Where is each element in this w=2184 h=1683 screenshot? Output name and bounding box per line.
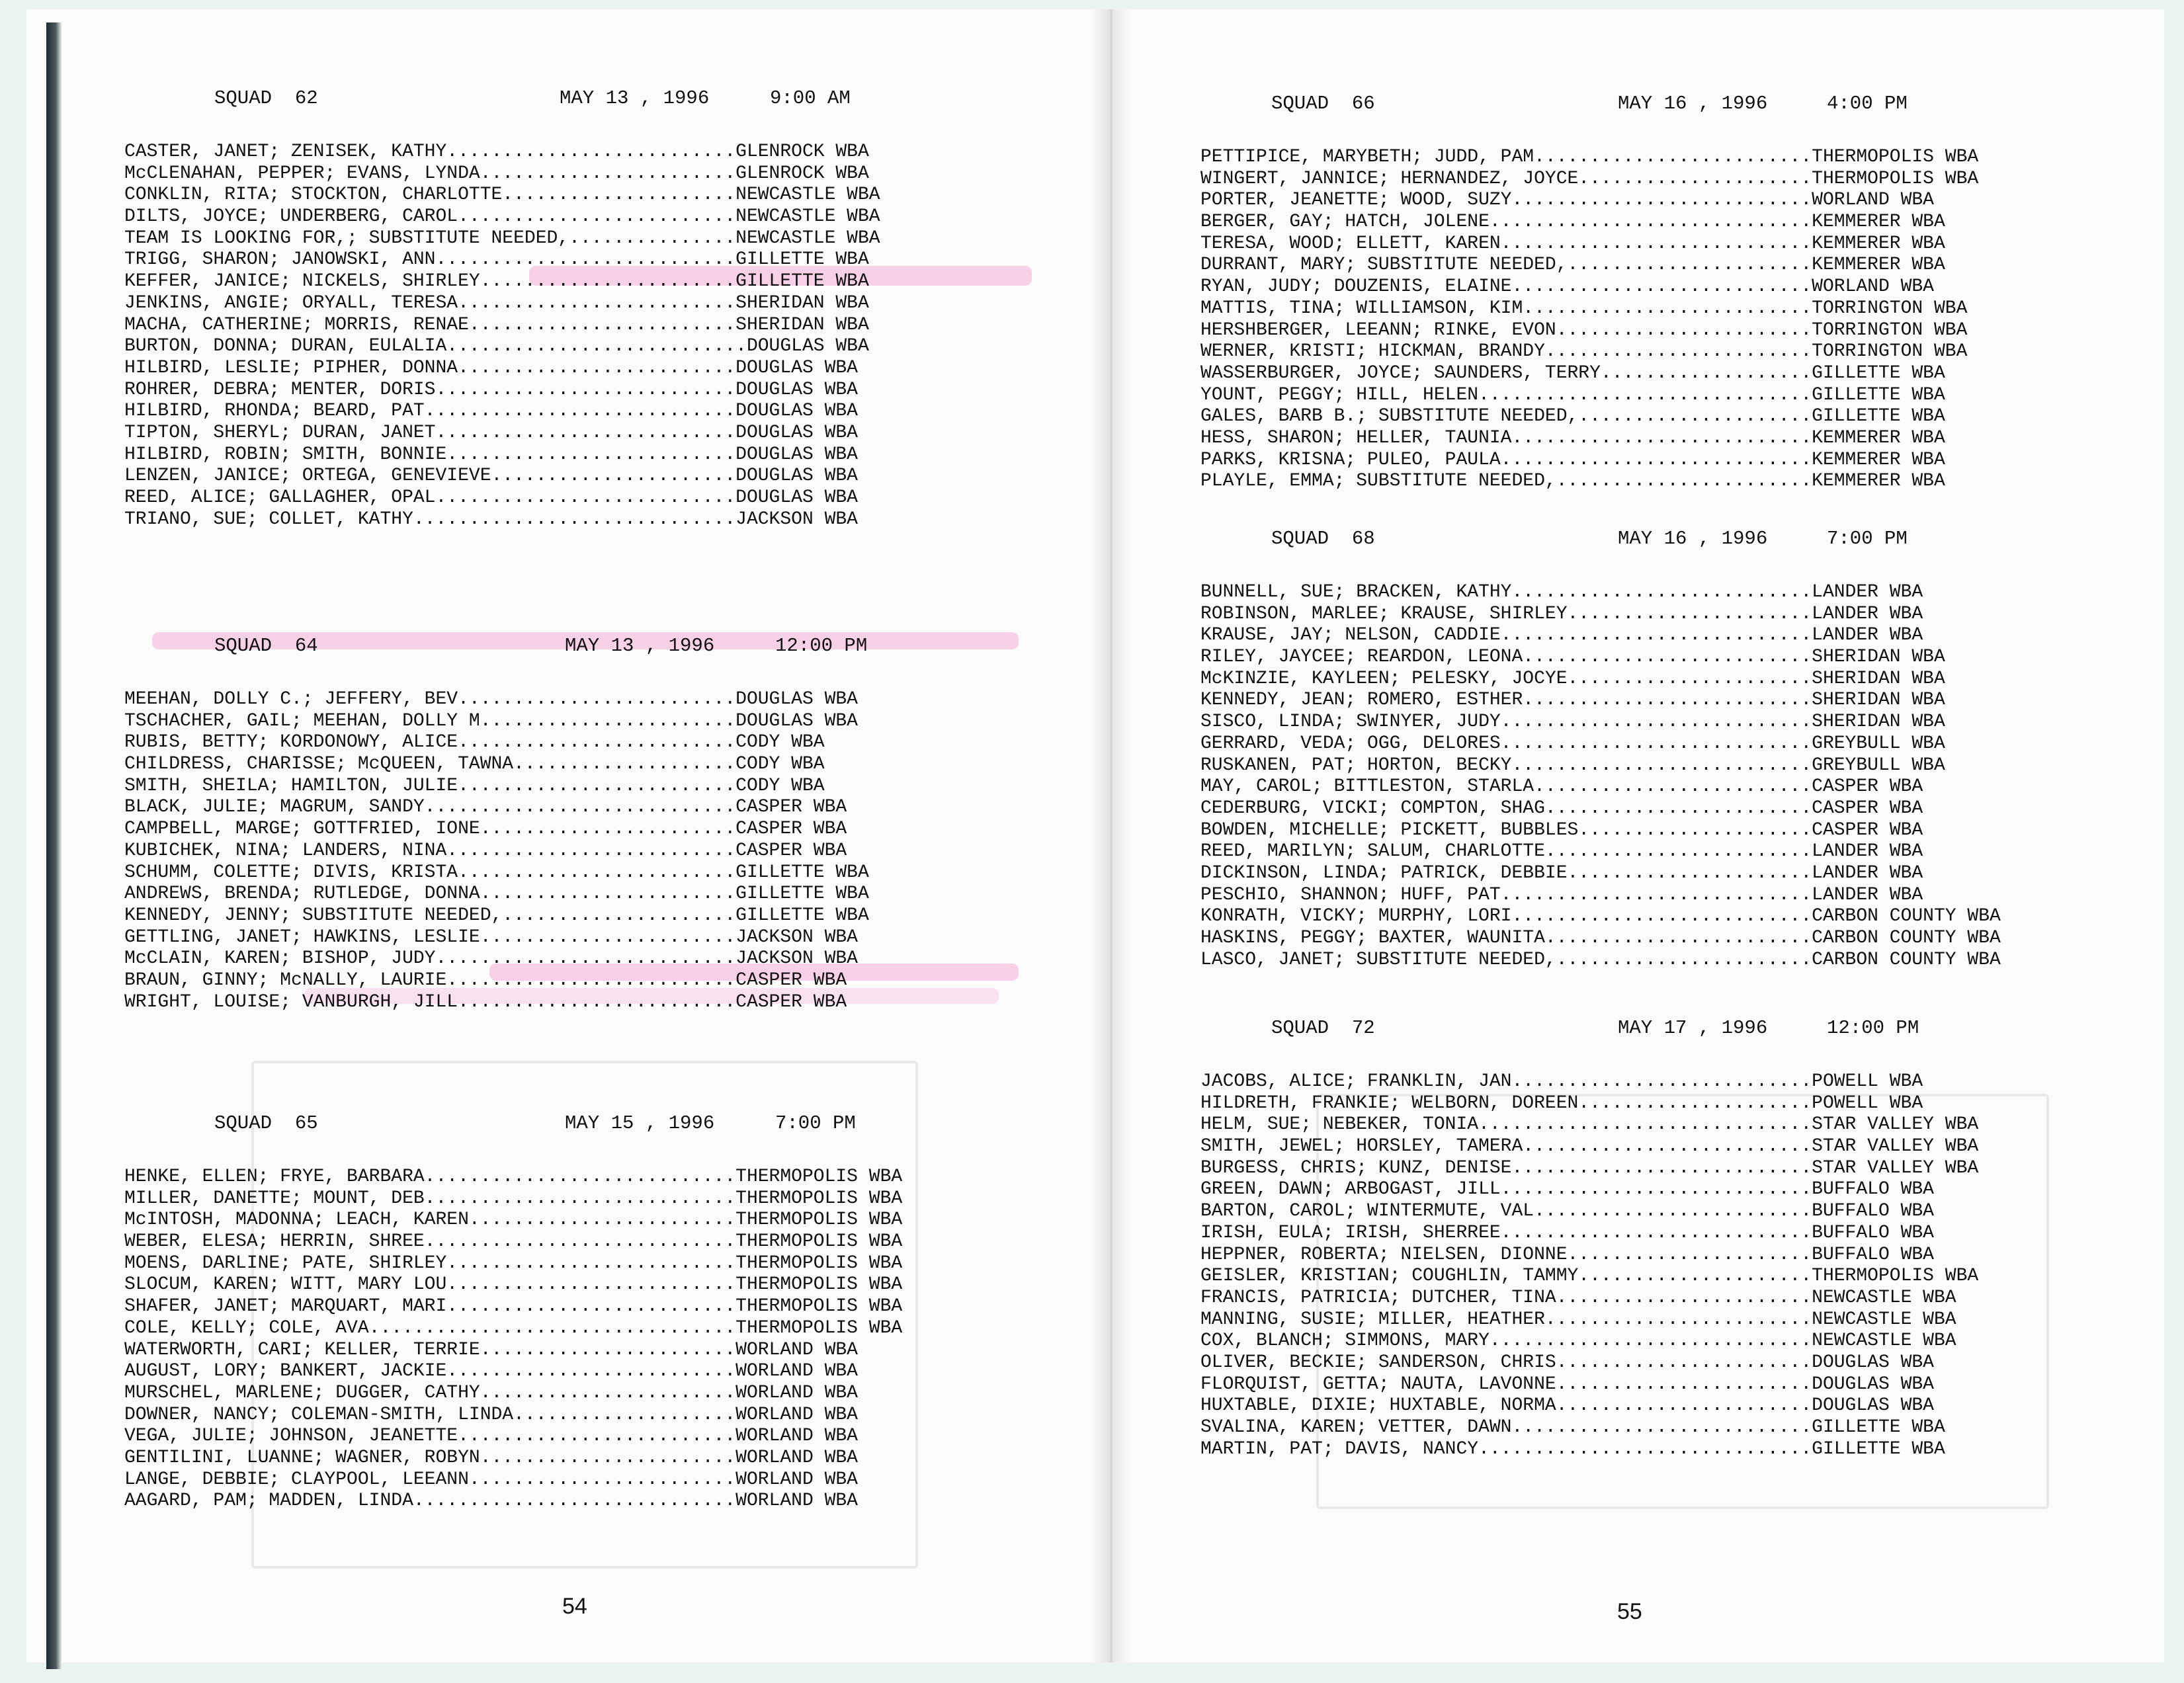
list-item: DOWNER, NANCY; COLEMAN-SMITH, LINDA....................WORLAND WBA [124,1404,858,1425]
squad-date: MAY 16 , 1996 [1618,528,1768,550]
list-item: OLIVER, BECKIE; SANDERSON, CHRIS.......................DOUGLAS WBA [1200,1352,1934,1373]
squad-header [1131,1017,2163,1044]
list-item: GALES, BARB B.; SUBSTITUTE NEEDED,.....................GILLETTE WBA [1200,406,1945,427]
squad-block [46,87,1091,530]
list-item: ROBINSON, MARLEE; KRAUSE, SHIRLEY......................LANDER WBA [1200,603,1923,624]
list-item: RUSKANEN, PAT; HORTON, BECKY...........................GREYBULL WBA [1200,755,1945,776]
squad-number: SQUAD 68 [1271,528,1375,550]
list-item: SCHUMM, COLETTE; DIVIS, KRISTA.........................GILLETTE WBA [124,862,869,883]
list-item: HELM, SUE; NEBEKER, TONIA..............................STAR VALLEY WBA [1200,1114,1979,1135]
list-item: WRIGHT, LOUISE; VANBURGH, JILL.........................CASPER WBA [124,991,847,1012]
list-item: HILBIRD, ROBIN; SMITH, BONNIE..........................DOUGLAS WBA [124,444,858,465]
list-item: WINGERT, JANNICE; HERNANDEZ, JOYCE.....................THERMOPOLIS WBA [1200,168,1979,189]
list-item: FRANCIS, PATRICIA; DUTCHER, TINA.......................NEWCASTLE WBA [1200,1287,1956,1308]
list-item: BOWDEN, MICHELLE; PICKETT, BUBBLES.....................CASPER WBA [1200,819,1923,841]
list-item: CHILDRESS, CHARISSE; McQUEEN, TAWNA....................CODY WBA [124,754,825,775]
squad-header [46,87,1091,114]
list-item: KENNEDY, JENNY; SUBSTITUTE NEEDED,.....................GILLETTE WBA [124,905,869,926]
list-item: TEAM IS LOOKING FOR,; SUBSTITUTE NEEDED,...............NEWCASTLE WBA [124,227,880,249]
squad-block [1131,93,2163,493]
list-item: COLE, KELLY; COLE, AVA.................................THERMOPOLIS WBA [124,1317,903,1338]
list-item: TRIGG, SHARON; JANOWSKI, ANN...........................GILLETTE WBA [124,249,869,270]
list-item: HUXTABLE, DIXIE; HUXTABLE, NORMA.......................DOUGLAS WBA [1200,1395,1934,1416]
list-item: PARKS, KRISNA; PULEO, PAULA............................KEMMERER WBA [1200,449,1945,470]
list-item: BLACK, JULIE; MAGRUM, SANDY............................CASPER WBA [124,797,847,818]
list-item: BRAUN, GINNY; McNALLY, LAURIE..........................CASPER WBA [124,969,847,991]
list-item: McCLAIN, KAREN; BISHOP, JUDY...........................JACKSON WBA [124,948,858,969]
list-item: MEEHAN, DOLLY C.; JEFFERY, BEV.........................DOUGLAS WBA [124,689,858,710]
page-number: 54 [562,1594,587,1619]
list-item: VEGA, JULIE; JOHNSON, JEANETTE.........................WORLAND WBA [124,1426,858,1447]
list-item: WEBER, ELESA; HERRIN, SHREE............................THERMOPOLIS WBA [124,1231,903,1252]
list-item: SMITH, JEWEL; HORSLEY, TAMERA..........................STAR VALLEY WBA [1200,1136,1979,1157]
list-item: GERRARD, VEDA; OGG, DELORES............................GREYBULL WBA [1200,733,1945,754]
open-booklet [26,9,2164,1662]
list-item: GEISLER, KRISTIAN; COUGHLIN, TAMMY.....................THERMOPOLIS WBA [1200,1266,1979,1287]
list-item: MAY, CAROL; BITTLESTON, STARLA.........................CASPER WBA [1200,776,1923,798]
list-item: LANGE, DEBBIE; CLAYPOOL, LEEANN........................WORLAND WBA [124,1469,858,1490]
squad-number: SQUAD 62 [214,87,318,109]
squad-date: MAY 13 , 1996 [560,87,710,109]
entry-list [1131,147,2163,493]
list-item: WATERWORTH, CARI; KELLER, TERRIE.......................WORLAND WBA [124,1339,858,1360]
squad-date: MAY 13 , 1996 [565,635,715,657]
list-item: FLORQUIST, GETTA; NAUTA, LAVONNE.......................DOUGLAS WBA [1200,1374,1934,1395]
squad-block [1131,528,2163,971]
list-item: HESS, SHARON; HELLER, TAUNIA...........................KEMMERER WBA [1200,427,1945,448]
squad-number: SQUAD 72 [1271,1017,1375,1039]
list-item: DILTS, JOYCE; UNDERBERG, CAROL.........................NEWCASTLE WBA [124,206,880,227]
list-item: RUBIS, BETTY; KORDONOWY, ALICE.........................CODY WBA [124,732,825,753]
list-item: YOUNT, PEGGY; HILL, HELEN..............................GILLETTE WBA [1200,384,1945,405]
list-item: REED, ALICE; GALLAGHER, OPAL...........................DOUGLAS WBA [124,487,858,508]
squad-header [1131,93,2163,119]
list-item: MACHA, CATHERINE; MORRIS, RENAE........................SHERIDAN WBA [124,314,869,335]
list-item: McKINZIE, KAYLEEN; PELESKY, JOCYE......................SHERIDAN WBA [1200,668,1945,689]
list-item: WASSERBURGER, JOYCE; SAUNDERS, TERRY...................GILLETTE WBA [1200,362,1945,384]
list-item: McINTOSH, MADONNA; LEACH, KAREN........................THERMOPOLIS WBA [124,1210,903,1231]
list-item: DURRANT, MARY; SUBSTITUTE NEEDED,......................KEMMERER WBA [1200,255,1945,276]
page-right [1131,9,2163,1662]
list-item: BARTON, CAROL; WINTERMUTE, VAL.........................BUFFALO WBA [1200,1201,1934,1222]
list-item: SMITH, SHEILA; HAMILTON, JULIE.........................CODY WBA [124,775,825,796]
list-item: DICKINSON, LINDA; PATRICK, DEBBIE......................LANDER WBA [1200,862,1923,883]
list-item: HILBIRD, LESLIE; PIPHER, DONNA.........................DOUGLAS WBA [124,357,858,378]
squad-block [46,1112,1091,1512]
list-item: REED, MARILYN; SALUM, CHARLOTTE........................LANDER WBA [1200,841,1923,862]
list-item: HASKINS, PEGGY; BAXTER, WAUNITA........................CARBON COUNTY WBA [1200,928,2001,948]
list-item: TERESA, WOOD; ELLETT, KAREN............................KEMMERER WBA [1200,233,1945,254]
list-item: MURSCHEL, MARLENE; DUGGER, CATHY.......................WORLAND WBA [124,1382,858,1403]
list-item: ROHRER, DEBRA; MENTER, DORIS...........................DOUGLAS WBA [124,379,858,400]
list-item: CONKLIN, RITA; STOCKTON, CHARLOTTE.....................NEWCASTLE WBA [124,185,880,206]
list-item: KONRATH, VICKY; MURPHY, LORI...........................CARBON COUNTY WBA [1200,906,2001,927]
list-item: LASCO, JANET; SUBSTITUTE NEEDED,.......................CARBON COUNTY WBA [1200,949,2001,970]
entry-list [46,689,1091,1013]
list-item: MILLER, DANETTE; MOUNT, DEB............................THERMOPOLIS WBA [124,1188,903,1209]
list-item: McCLENAHAN, PEPPER; EVANS, LYNDA.......................GLENROCK WBA [124,163,869,184]
list-item: AAGARD, PAM; MADDEN, LINDA.............................WORLAND WBA [124,1491,858,1512]
list-item: RILEY, JAYCEE; REARDON, LEONA..........................SHERIDAN WBA [1200,647,1945,668]
squad-time: 12:00 PM [775,635,868,657]
list-item: MANNING, SUSIE; MILLER, HEATHER........................NEWCASTLE WBA [1200,1309,1956,1330]
page-left [46,9,1091,1662]
list-item: BURTON, DONNA; DURAN, EULALIA...........................DOUGLAS WBA [124,336,869,357]
list-item: HEPPNER, ROBERTA; NIELSEN, DIONNE......................BUFFALO WBA [1200,1244,1934,1265]
list-item: KEFFER, JANICE; NICKELS, SHIRLEY.......................GILLETTE WBA [124,271,869,292]
list-item: IRISH, EULA; IRISH, SHERREE............................BUFFALO WBA [1200,1222,1934,1243]
list-item: PLAYLE, EMMA; SUBSTITUTE NEEDED,.......................KEMMERER WBA [1200,471,1945,492]
list-item: BERGER, GAY; HATCH, JOLENE.............................KEMMERER WBA [1200,212,1945,233]
list-item: GETTLING, JANET; HAWKINS, LESLIE.......................JACKSON WBA [124,926,858,948]
list-item: SVALINA, KAREN; VETTER, DAWN...........................GILLETTE WBA [1200,1417,1945,1438]
squad-date: MAY 15 , 1996 [565,1112,715,1134]
list-item: PETTIPICE, MARYBETH; JUDD, PAM.........................THERMOPOLIS WBA [1200,147,1979,167]
entry-list [1131,1071,2163,1460]
list-item: TSCHACHER, GAIL; MEEHAN, DOLLY M.......................DOUGLAS WBA [124,710,858,731]
list-item: MATTIS, TINA; WILLIAMSON, KIM..........................TORRINGTON WBA [1200,298,1968,319]
squad-number: SQUAD 65 [214,1112,318,1134]
list-item: KRAUSE, JAY; NELSON, CADDIE............................LANDER WBA [1200,625,1923,646]
list-item: SISCO, LINDA; SWINYER, JUDY............................SHERIDAN WBA [1200,712,1945,733]
squad-header [46,1112,1091,1139]
list-item: CAMPBELL, MARGE; GOTTFRIED, IONE.......................CASPER WBA [124,819,847,840]
squad-block [1131,1017,2163,1460]
list-item: BUNNELL, SUE; BRACKEN, KATHY...........................LANDER WBA [1200,582,1923,602]
squad-time: 7:00 PM [1827,528,1908,550]
list-item: HILDRETH, FRANKIE; WELBORN, DOREEN.....................POWELL WBA [1200,1092,1923,1114]
list-item: PORTER, JEANETTE; WOOD, SUZY...........................WORLAND WBA [1200,190,1934,211]
squad-time: 12:00 PM [1827,1017,1919,1039]
list-item: SHAFER, JANET; MARQUART, MARI..........................THERMOPOLIS WBA [124,1296,903,1317]
list-item: BURGESS, CHRIS; KUNZ, DENISE...........................STAR VALLEY WBA [1200,1157,1979,1178]
entry-list [1131,582,2163,971]
list-item: MOENS, DARLINE; PATE, SHIRLEY..........................THERMOPOLIS WBA [124,1252,903,1274]
squad-time: 9:00 AM [770,87,851,109]
list-item: KUBICHEK, NINA; LANDERS, NINA..........................CASPER WBA [124,840,847,861]
list-item: MARTIN, PAT; DAVIS, NANCY..............................GILLETTE WBA [1200,1438,1945,1459]
list-item: LENZEN, JANICE; ORTEGA, GENEVIEVE......................DOUGLAS WBA [124,466,858,487]
squad-time: 4:00 PM [1827,93,1908,114]
list-item: ANDREWS, BRENDA; RUTLEDGE, DONNA.......................GILLETTE WBA [124,883,869,905]
list-item: JENKINS, ANGIE; ORYALL, TERESA.........................SHERIDAN WBA [124,292,869,313]
squad-header [1131,528,2163,554]
list-item: TRIANO, SUE; COLLET, KATHY.............................JACKSON WBA [124,509,858,530]
squad-header [46,635,1091,661]
list-item: HILBIRD, RHONDA; BEARD, PAT............................DOUGLAS WBA [124,401,858,422]
squad-block [46,635,1091,1013]
list-item: CEDERBURG, VICKI; COMPTON, SHAG........................CASPER WBA [1200,798,1923,819]
squad-date: MAY 16 , 1996 [1618,93,1768,114]
list-item: GREEN, DAWN; ARBOGAST, JILL............................BUFFALO WBA [1200,1179,1934,1200]
list-item: HERSHBERGER, LEEANN; RINKE, EVON.......................TORRINGTON WBA [1200,319,1968,341]
list-item: RYAN, JUDY; DOUZENIS, ELAINE...........................WORLAND WBA [1200,276,1934,298]
squad-date: MAY 17 , 1996 [1618,1017,1768,1039]
squad-number: SQUAD 66 [1271,93,1375,114]
page-number: 55 [1617,1599,1642,1624]
list-item: CASTER, JANET; ZENISEK, KATHY..........................GLENROCK WBA [124,142,869,162]
list-item: AUGUST, LORY; BANKERT, JACKIE..........................WORLAND WBA [124,1361,858,1382]
squad-number: SQUAD 64 [214,635,318,657]
list-item: KENNEDY, JEAN; ROMERO, ESTHER..........................SHERIDAN WBA [1200,690,1945,711]
list-item: GENTILINI, LUANNE; WAGNER, ROBYN.......................WORLAND WBA [124,1447,858,1468]
list-item: WERNER, KRISTI; HICKMAN, BRANDY........................TORRINGTON WBA [1200,341,1968,362]
list-item: JACOBS, ALICE; FRANKLIN, JAN...........................POWELL WBA [1200,1071,1923,1092]
list-item: HENKE, ELLEN; FRYE, BARBARA............................THERMOPOLIS WBA [124,1167,903,1187]
squad-time: 7:00 PM [775,1112,856,1134]
list-item: TIPTON, SHERYL; DURAN, JANET...........................DOUGLAS WBA [124,422,858,443]
list-item: SLOCUM, KAREN; WITT, MARY LOU..........................THERMOPOLIS WBA [124,1274,903,1295]
list-item: COX, BLANCH; SIMMONS, MARY.............................NEWCASTLE WBA [1200,1331,1956,1352]
entry-list [46,142,1091,530]
entry-list [46,1167,1091,1512]
list-item: PESCHIO, SHANNON; HUFF, PAT............................LANDER WBA [1200,884,1923,905]
